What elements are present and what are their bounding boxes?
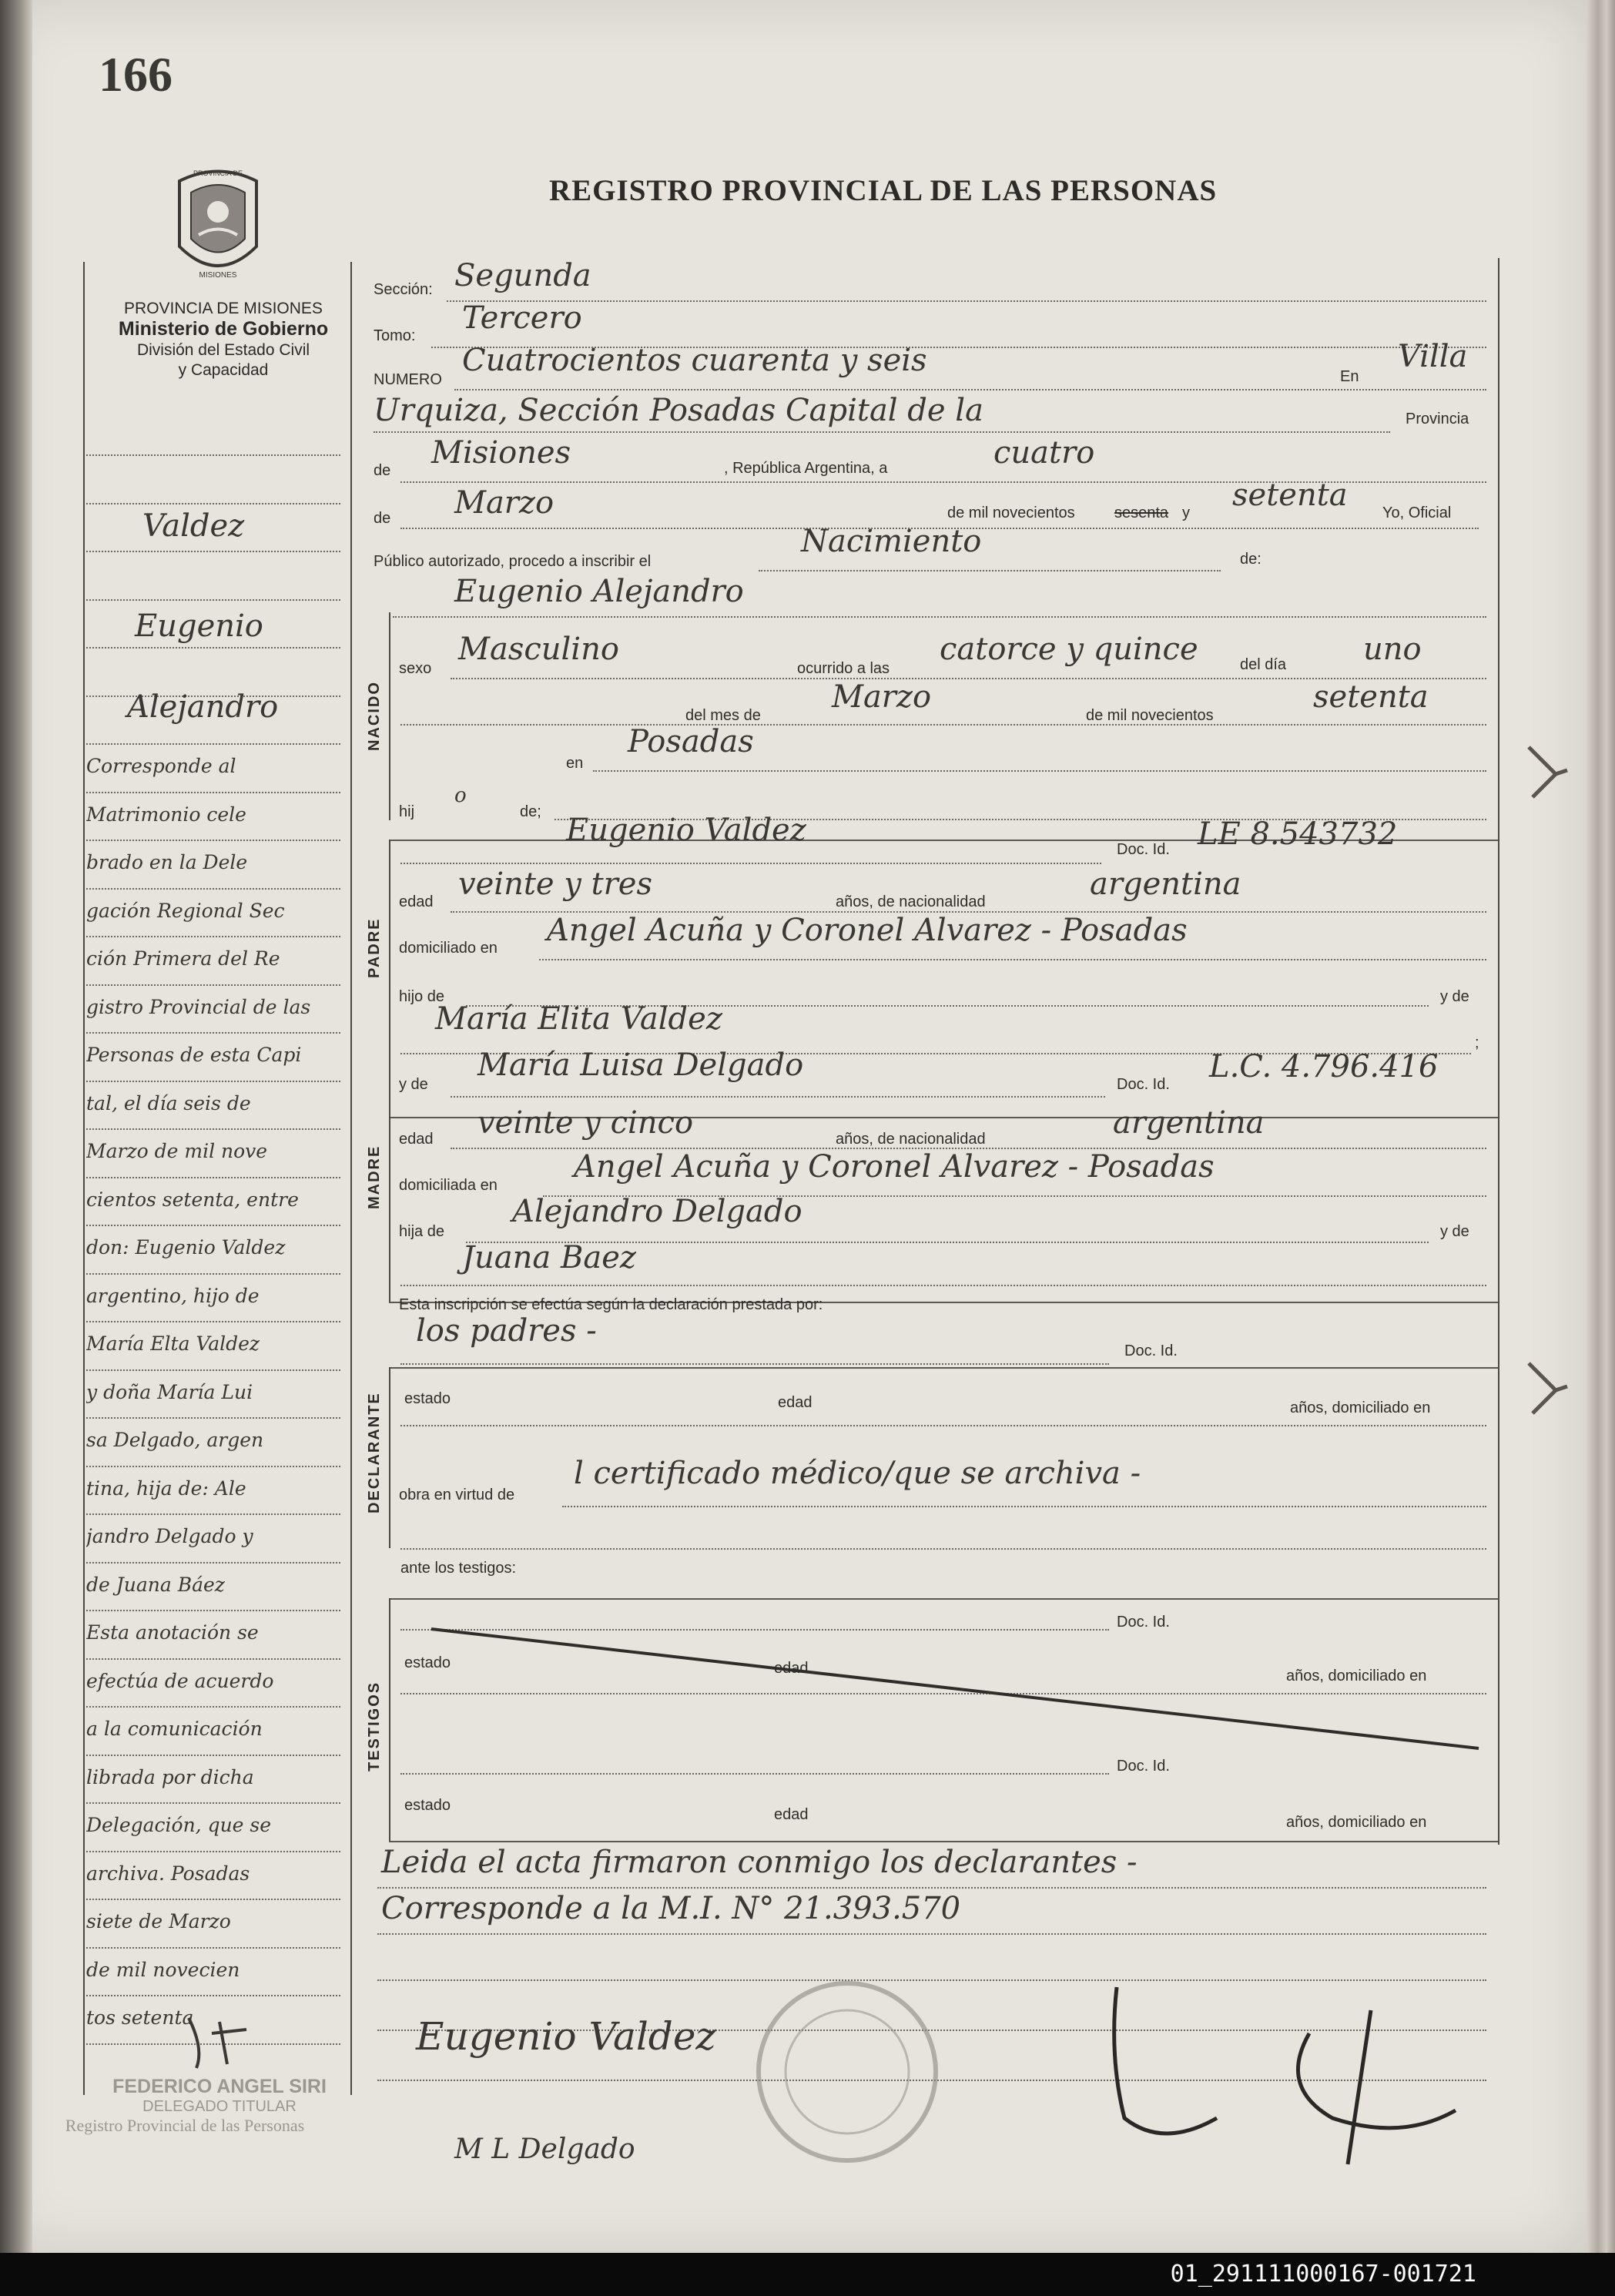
- margin-ruled-line: [86, 1081, 340, 1082]
- margin-ruled-line: [86, 1466, 340, 1467]
- provincial-seal-icon: [168, 162, 268, 285]
- testigo1-domic-label: años, domiciliado en: [1286, 1668, 1427, 1684]
- margin-note-line: don: Eugenio Valdez: [86, 1236, 286, 1259]
- nacido-anio-value: setenta: [1313, 679, 1429, 715]
- margin-note-line: Delegación, que se: [86, 1814, 272, 1836]
- ministry-line2: Ministerio de Gobierno: [118, 318, 329, 340]
- ocurrido-label: ocurrido a las: [797, 660, 890, 677]
- sesenta-struck: sesenta: [1114, 504, 1169, 521]
- mes-value: Marzo: [454, 485, 555, 521]
- seal-text-top: PROVINCIA DE: [193, 169, 243, 177]
- margin-ruled-line: [86, 551, 340, 552]
- scan-id: 01_291111000167-001721: [1170, 2261, 1476, 2288]
- numero-label: NUMERO: [374, 371, 442, 388]
- testigo2-edad-label: edad: [774, 1806, 809, 1823]
- madre-nac-label: años, de nacionalidad: [836, 1131, 986, 1148]
- margin-note-line: María Elta Valdez: [86, 1332, 260, 1355]
- testigos-label: TESTIGOS: [366, 1681, 383, 1771]
- madre-padre-value: Alejandro Delgado: [512, 1194, 802, 1229]
- official-signature-icon: [1094, 1964, 1479, 2180]
- cancel-stroke: [400, 1617, 1494, 1764]
- margin-note-line: de mil novecien: [86, 1958, 240, 1981]
- form-border-right: [1498, 258, 1499, 1845]
- staple-icon: [1525, 739, 1571, 801]
- seccion-value: Segunda: [454, 258, 591, 293]
- padre-doc-label: Doc. Id.: [1117, 841, 1170, 858]
- margin-signature-icon: [173, 2003, 266, 2072]
- margin-note-line: Corresponde al: [86, 755, 236, 777]
- nacido-en-label: en: [566, 755, 584, 772]
- margin-note-line: a la comunicación: [86, 1718, 263, 1740]
- ministry-line1: PROVINCIA DE MISIONES: [124, 300, 323, 317]
- declarante-edad-label: edad: [778, 1394, 813, 1411]
- inscripcion-label: Esta inscripción se efectúa según la declaración prestada por:: [399, 1296, 823, 1313]
- declarante-domic-label: años, domiciliado en: [1290, 1399, 1431, 1416]
- official-block: [65, 2003, 327, 2136]
- margin-note-line: Esta anotación se: [86, 1621, 259, 1644]
- dia-value: cuatro: [993, 435, 1095, 471]
- publico-label: Público autorizado, procedo a inscribir el: [374, 553, 652, 570]
- inscripcion-value: los padres -: [416, 1313, 597, 1349]
- margin-ruled-line: [86, 1610, 340, 1611]
- margin-ruled-line: [86, 1947, 340, 1949]
- margin-ruled-line: [86, 1369, 340, 1371]
- margin-ruled-line: [86, 936, 340, 937]
- madre-doc-label: Doc. Id.: [1117, 1076, 1170, 1093]
- margin-ruled-line: [86, 1128, 340, 1130]
- ministry-block: [92, 299, 354, 380]
- margin-note-line: Personas de esta Capi: [86, 1044, 302, 1066]
- padre-madre-value: María Elita Valdez: [435, 1001, 722, 1037]
- padre-doc-value: LE 8.543732: [1198, 816, 1398, 852]
- testigo2-estado-label: estado: [404, 1797, 451, 1814]
- hij-value: o: [454, 784, 467, 807]
- acto-value: Nacimiento: [801, 524, 982, 559]
- tomo-value: Tercero: [462, 300, 582, 336]
- madre-hija-label: hija de: [399, 1223, 444, 1240]
- padre-nombre: Eugenio Valdez: [566, 813, 806, 848]
- official-title: DELEGADO TITULAR: [142, 2098, 297, 2115]
- margin-ruled-line: [86, 1995, 340, 1996]
- margin-ruled-line: [86, 1032, 340, 1034]
- padre-domic-value: Angel Acuña y Coronel Alvarez - Posadas: [547, 913, 1188, 948]
- padre-hijo-label: hijo de: [399, 988, 444, 1005]
- padre-nac-label: años, de nacionalidad: [836, 893, 986, 910]
- testigo1-doc-label: Doc. Id.: [1117, 1614, 1170, 1631]
- margin-ruled-line: [86, 1802, 340, 1804]
- de3-label: de:: [1240, 551, 1262, 568]
- anio-value: setenta: [1232, 478, 1348, 513]
- en-value: Villa: [1398, 339, 1468, 374]
- margin-ruled-line: [86, 454, 340, 456]
- margin-note-line: argentino, hijo de: [86, 1284, 260, 1307]
- del-dia-label: del día: [1240, 656, 1287, 673]
- obra-label: obra en virtud de: [399, 1487, 515, 1503]
- y-label: y: [1182, 504, 1190, 521]
- margin-ruled-line: [86, 1658, 340, 1660]
- margin-ruled-line: [86, 743, 340, 745]
- official-office: Registro Provincial de las Personas: [65, 2116, 305, 2135]
- madre-madre-value: Juana Baez: [462, 1240, 636, 1275]
- nacido-dia-value: uno: [1363, 632, 1422, 667]
- testigo1-edad-label: edad: [774, 1660, 809, 1677]
- margin-ruled-line: [86, 1899, 340, 1900]
- testigo1-estado-label: estado: [404, 1654, 451, 1671]
- margin-ruled-line: [86, 1562, 340, 1564]
- closing-line1: Leida el acta firmaron conmigo los declarantes -: [381, 1845, 1138, 1880]
- obra-value: l certificado médico/que se archiva -: [574, 1456, 1141, 1491]
- margin-ruled-line: [86, 599, 340, 601]
- official-stamp-icon: [716, 1972, 993, 2172]
- margin-note-line: de Juana Báez: [86, 1573, 225, 1596]
- margin-note-line: siete de Marzo: [86, 1910, 231, 1932]
- del-mes-label: del mes de: [685, 707, 761, 724]
- republica-label: , República Argentina, a: [724, 460, 888, 477]
- staple-icon: [1525, 1356, 1571, 1417]
- margin-ruled-line: [86, 503, 340, 504]
- declarante-label: DECLARANTE: [366, 1392, 383, 1513]
- provincia-label: Provincia: [1406, 411, 1469, 427]
- margin-note-line: brado en la Dele: [86, 851, 248, 873]
- madre-domic-label: domiciliada en: [399, 1177, 498, 1194]
- margin-note-line: tal, el día seis de: [86, 1091, 251, 1114]
- hij-label: hij: [399, 803, 415, 820]
- margin-ruled-line: [86, 1225, 340, 1226]
- seal-text-bottom: MISIONES: [199, 271, 237, 280]
- testigo2-domic-label: años, domiciliado en: [1286, 1814, 1427, 1831]
- de-label: de: [374, 462, 391, 479]
- margin-ruled-line: [86, 1851, 340, 1852]
- madre-domic-value: Angel Acuña y Coronel Alvarez - Posadas: [574, 1149, 1215, 1185]
- declarante-doc-label: Doc. Id.: [1124, 1342, 1178, 1359]
- official-name: FEDERICO ANGEL SIRI: [112, 2076, 327, 2097]
- margin-note-line: y doña María Lui: [86, 1380, 253, 1403]
- hora-value: catorce y quince: [940, 632, 1198, 667]
- nacido-mil-label: de mil novecientos: [1086, 707, 1214, 724]
- margin-note-line: efectúa de acuerdo: [86, 1669, 274, 1692]
- margin-ruled-line: [86, 984, 340, 986]
- margin-ruled-line: [86, 1273, 340, 1275]
- padre-domic-label: domiciliado en: [399, 940, 498, 957]
- margin-note-line: librada por dicha: [86, 1765, 254, 1788]
- nacido-de-label: de;: [520, 803, 541, 820]
- margin-note-line: ción Primera del Re: [86, 947, 280, 970]
- madre-y-de2-label: y de: [1440, 1223, 1469, 1240]
- nacido-mes-value: Marzo: [832, 679, 932, 715]
- margin-ruled-line: [86, 1321, 340, 1322]
- book-binding: [0, 0, 32, 2253]
- margin-note-line: jandro Delgado y: [86, 1525, 253, 1547]
- padre-edad-label: edad: [399, 893, 434, 910]
- margin-ruled-line: [86, 888, 340, 890]
- de2-label: de: [374, 510, 391, 527]
- seccion-label: Sección:: [374, 281, 433, 298]
- margin-border-left: [83, 262, 85, 2095]
- oficial-label: Yo, Oficial: [1382, 504, 1452, 521]
- sexo-value: Masculino: [458, 632, 619, 667]
- nacido-lugar-value: Posadas: [628, 724, 754, 759]
- margin-note-line: Matrimonio cele: [86, 803, 246, 826]
- tomo-label: Tomo:: [374, 327, 416, 344]
- document-title: REGISTRO PROVINCIAL DE LAS PERSONAS: [549, 174, 1218, 207]
- margin-ruled-line: [86, 647, 340, 649]
- padre-y-de-label: y de: [1440, 988, 1469, 1005]
- margin-note-line: tos setenta: [86, 2006, 194, 2029]
- margin-ruled-line: [86, 1755, 340, 1756]
- padre-edad-value: veinte y tres: [458, 866, 652, 902]
- padre-semicolon: ;: [1475, 1034, 1479, 1051]
- margin-note-line: sa Delgado, argen: [86, 1429, 264, 1451]
- en-label: En: [1340, 368, 1359, 385]
- margin-name-2: Alejandro: [127, 689, 279, 725]
- margin-ruled-line: [86, 792, 340, 793]
- padre-label: PADRE: [366, 917, 383, 978]
- signature-mother: M L Delgado: [454, 2133, 635, 2165]
- numero-value: Cuatrocientos cuarenta y seis: [462, 343, 927, 378]
- madre-edad-value: veinte y cinco: [477, 1105, 694, 1141]
- lugar-value: Urquiza, Sección Posadas Capital de la: [374, 393, 983, 428]
- margin-name-1: Eugenio: [135, 608, 263, 644]
- signature-father: Eugenio Valdez: [416, 2014, 716, 2059]
- declarante-estado-label: estado: [404, 1390, 451, 1407]
- testigo2-doc-label: Doc. Id.: [1117, 1758, 1170, 1775]
- margin-note-line: tina, hija de: Ale: [86, 1476, 246, 1500]
- margin-surname: Valdez: [142, 508, 245, 544]
- madre-label: MADRE: [366, 1145, 383, 1209]
- margin-ruled-line: [86, 1177, 340, 1178]
- margin-note-line: Marzo de mil nove: [86, 1140, 268, 1162]
- madre-edad-label: edad: [399, 1131, 434, 1148]
- nacido-label: NACIDO: [366, 681, 383, 751]
- madre-y-de-label: y de: [399, 1076, 428, 1093]
- mil-label: de mil novecientos: [947, 504, 1075, 521]
- madre-doc-value: L.C. 4.796.416: [1209, 1049, 1439, 1084]
- ante-testigos-label: ante los testigos:: [400, 1560, 517, 1577]
- margin-ruled-line: [86, 1706, 340, 1708]
- madre-nac-value: argentina: [1113, 1105, 1265, 1141]
- sexo-label: sexo: [399, 660, 432, 677]
- page-stack-edge: [1587, 0, 1615, 2253]
- margin-note-line: gistro Provincial de las: [86, 995, 311, 1018]
- margin-note-line: archiva. Posadas: [86, 1862, 250, 1885]
- padre-nac-value: argentina: [1090, 866, 1241, 902]
- ministry-line3: División del Estado Civil: [136, 341, 310, 359]
- closing-line2: Corresponde a la M.I. N° 21.393.570: [381, 1891, 961, 1926]
- madre-nombre: María Luisa Delgado: [477, 1047, 804, 1083]
- provincia-value: Misiones: [431, 435, 571, 471]
- nacido-nombre: Eugenio Alejandro: [454, 574, 744, 609]
- page-number: 166: [99, 47, 173, 102]
- ministry-line4: y Capacidad: [178, 361, 269, 379]
- margin-note-line: gación Regional Sec: [86, 899, 285, 922]
- margin-border-right: [350, 262, 352, 2095]
- margin-ruled-line: [86, 1417, 340, 1419]
- margin-ruled-line: [86, 840, 340, 841]
- margin-note-line: cientos setenta, entre: [86, 1188, 299, 1211]
- margin-ruled-line: [86, 1513, 340, 1515]
